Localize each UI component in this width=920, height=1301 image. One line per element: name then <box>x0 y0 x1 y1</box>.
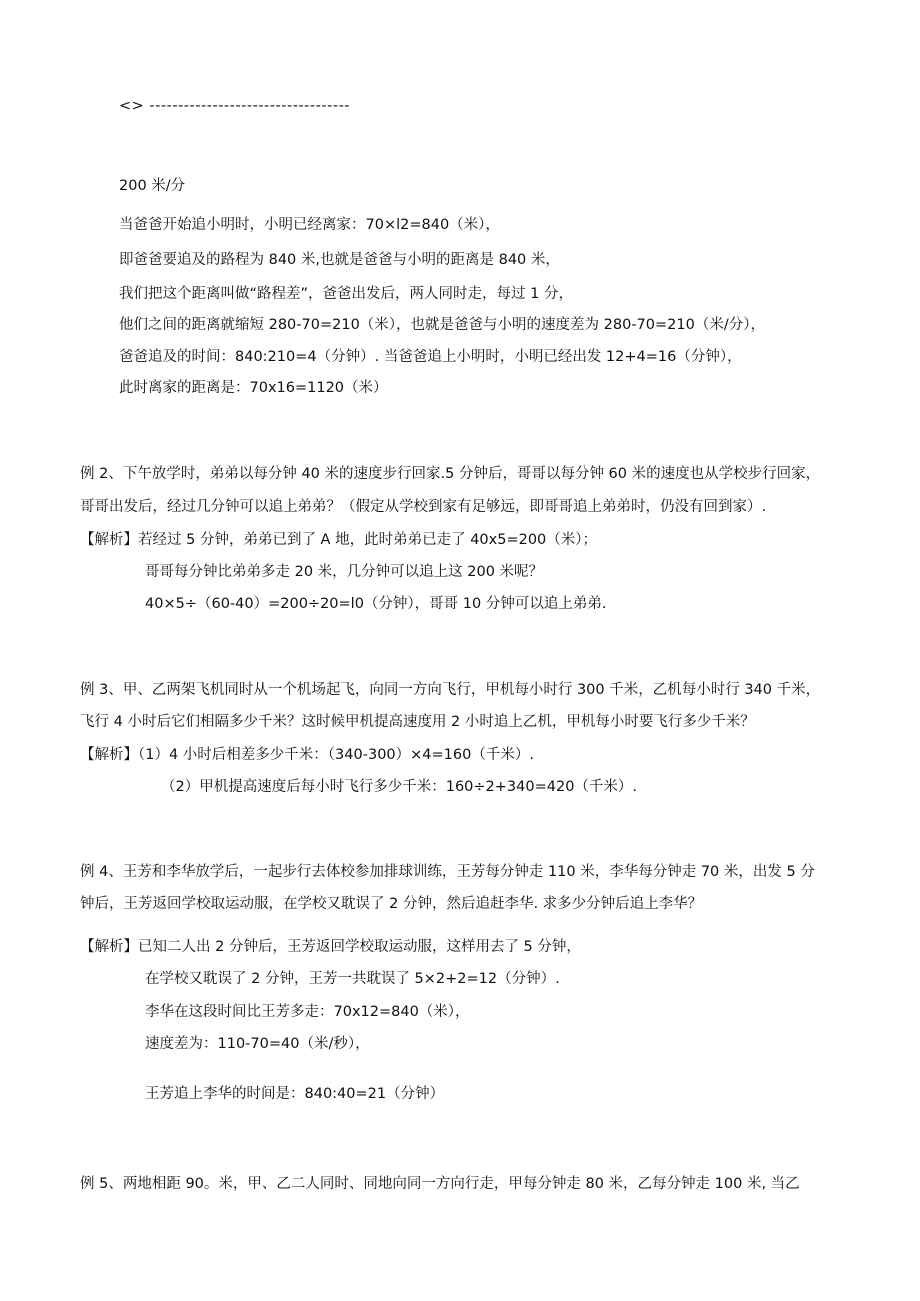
example-3-question-1: 例 3、甲、乙两架飞机同时从一个机场起飞，向同一方向飞行，甲机每小时行 300 千米，乙机每小时行 340 千米， <box>80 682 821 698</box>
example-3-question-2: 飞行 4 小时后它们相隔多少千米？这时候甲机提高速度用 2 小时追上乙机，甲机每小时要飞行多少千米？ <box>80 714 755 730</box>
example-4-analysis-1: 【解析】已知二人出 2 分钟后，王芳返回学校取运动服，这样用去了 5 分钟， <box>80 939 581 955</box>
example-3-analysis-1: 【解析】（1）4 小时后相差多少千米：（340-300）×4=160（千米）. <box>80 747 534 763</box>
example-2-analysis-3: 40×5÷（60-40）=200÷20=l0（分钟），哥哥 10 分钟可以追上弟弟. <box>145 596 607 612</box>
separator-line: <> ----------------------------------- <box>119 98 351 114</box>
example-4-analysis-5: 王芳追上李华的时间是：840:40=21（分钟） <box>145 1086 445 1102</box>
example-2-analysis-2: 哥哥每分钟比弟弟多走 20 米，几分钟可以追上这 200 米呢？ <box>145 564 544 580</box>
example-2-question-1: 例 2、下午放学时，弟弟以每分钟 40 米的速度步行回家.5 分钟后，哥哥以每分钟 60 米的速度也从学校步行回家， <box>80 466 821 482</box>
solution-line-2: 即爸爸要追及的路程为 840 米,也就是爸爸与小明的距离是 840 米， <box>119 252 560 268</box>
example-4-question-2: 钟后，王芳返回学校取运动服，在学校又耽误了 2 分钟，然后追赶李华. 求多少分钟后追上李华？ <box>80 896 703 912</box>
example-4-question-1: 例 4、王芳和李华放学后，一起步行去体校参加排球训练，王芳每分钟走 110 米，李华每分钟走 70 米，出发 5 分 <box>80 864 815 880</box>
speed-line: 200 米/分 <box>119 178 186 194</box>
example-4-analysis-2: 在学校又耽误了 2 分钟，王芳一共耽误了 5×2+2=12（分钟）. <box>145 971 560 987</box>
solution-line-1: 当爸爸开始追小明时，小明已经离家：70×l2=840（米）， <box>119 217 500 233</box>
example-2-analysis-1: 【解析】若经过 5 分钟，弟弟已到了 A 地，此时弟弟已走了 40x5=200（米）； <box>80 532 598 548</box>
solution-line-4: 他们之间的距离就缩短 280-70=210（米），也就是爸爸与小明的速度差为 280-70=210（米/分）， <box>119 317 765 333</box>
example-2-question-2: 哥哥出发后，经过几分钟可以追上弟弟？（假定从学校到家有足够远，即哥哥追上弟弟时，仍没有回到家）. <box>80 499 767 515</box>
example-4-analysis-4: 速度差为：110-70=40（米/秒）， <box>145 1036 370 1052</box>
example-5-question-1: 例 5、两地相距 90。米，甲、乙二人同时、同地向同一方向行走，甲每分钟走 80 米，乙每分钟走 100 米, 当乙 <box>80 1176 800 1192</box>
example-4-analysis-3: 李华在这段时间比王芳多走：70x12=840（米）， <box>145 1004 470 1020</box>
example-3-analysis-2: （2）甲机提高速度后每小时飞行多少千米：160÷2+340=420（千米）. <box>161 779 638 795</box>
solution-line-5: 爸爸追及的时间：840:210=4（分钟）. 当爸爸追上小明时，小明已经出发 12+4=16（分钟）， <box>119 349 742 365</box>
solution-line-6: 此时离家的距离是：70x16=1120（米） <box>119 380 388 396</box>
solution-line-3: 我们把这个距离叫做“路程差”，爸爸出发后，两人同时走，每过 1 分， <box>119 286 573 302</box>
